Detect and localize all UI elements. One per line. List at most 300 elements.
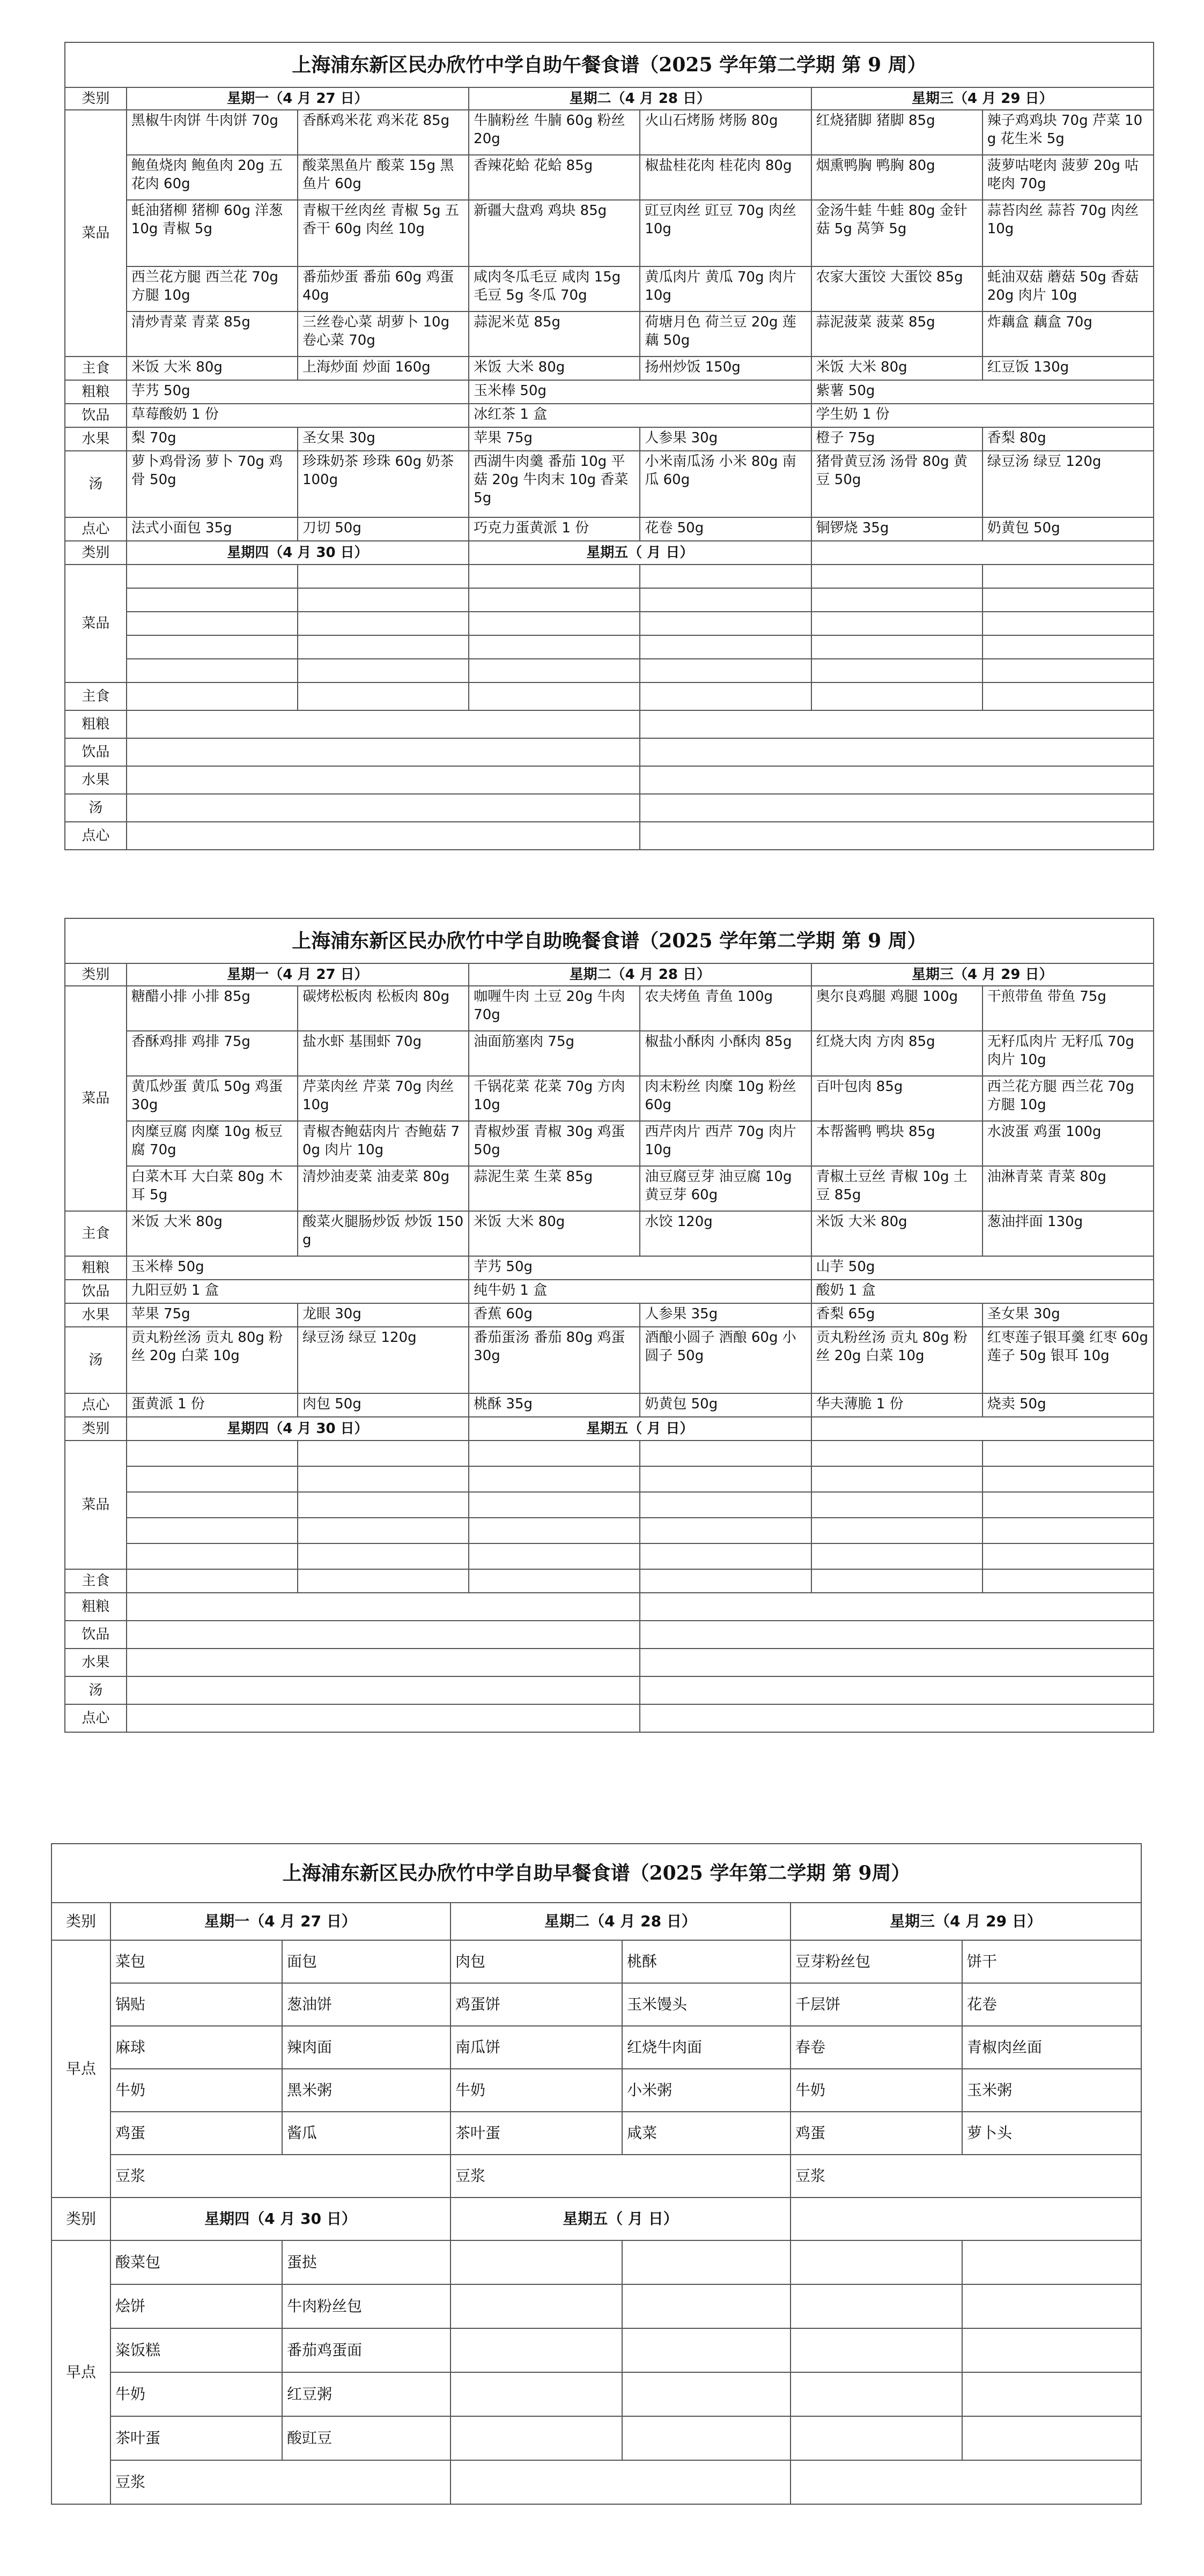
empty-cell [640, 1569, 811, 1593]
lunch-label-snack: 点心 [65, 517, 127, 541]
menu-cell: 清炒青菜 青菜 85g [127, 311, 298, 357]
menu-cell: 蒜泥米苋 85g [469, 311, 640, 357]
menu-cell: 麻球 [110, 2026, 282, 2069]
menu-cell: 山芋 50g [811, 1256, 1154, 1280]
empty-cell [298, 612, 469, 635]
empty-cell [298, 1492, 469, 1518]
empty-cell [127, 1492, 298, 1518]
menu-cell: 咖喱牛肉 土豆 20g 牛肉 70g [469, 986, 640, 1031]
lunch-day-thu: 星期四（4 月 30 日） [127, 541, 469, 565]
lunch-day-mon: 星期一（4 月 27 日） [127, 87, 469, 110]
empty-cell [640, 682, 811, 710]
empty-cell [962, 2240, 1141, 2284]
menu-cell: 肉包 50g [298, 1393, 469, 1417]
menu-cell: 黑椒牛肉饼 牛肉饼 70g [127, 110, 298, 155]
empty-cell [127, 1676, 640, 1704]
lunch-day-tue: 星期二（4 月 28 日） [469, 87, 811, 110]
empty-cell [298, 659, 469, 682]
empty-cell [127, 1649, 640, 1676]
lunch-label-soup: 汤 [65, 451, 127, 517]
empty-cell [469, 1466, 640, 1492]
menu-cell: 蚝油双菇 蘑菇 50g 香菇 20g 肉片 10g [983, 266, 1154, 311]
lunch-label-dishes: 菜品 [65, 110, 127, 357]
empty-cell [640, 1441, 811, 1466]
menu-cell: 盐水虾 基围虾 70g [298, 1031, 469, 1076]
empty-cell [640, 1466, 811, 1492]
menu-cell: 冰红茶 1 盒 [469, 404, 811, 427]
empty-cell [127, 1466, 298, 1492]
empty-cell [622, 2328, 791, 2372]
menu-cell: 西兰花方腿 西兰花 70g 方腿 10g [127, 266, 298, 311]
empty-cell [811, 1543, 983, 1569]
menu-cell: 豆芽粉丝包 [791, 1940, 962, 1983]
empty-cell [298, 588, 469, 612]
dinner-label-dishes: 菜品 [65, 986, 127, 1211]
empty-cell [811, 612, 983, 635]
menu-cell: 苹果 75g [127, 1303, 298, 1327]
empty-cell [811, 1441, 983, 1466]
breakfast-day-tue: 星期二（4 月 28 日） [450, 1903, 791, 1940]
lunch-label-coarse-2: 粗粮 [65, 710, 127, 738]
menu-cell: 烟熏鸭胸 鸭胸 80g [811, 155, 983, 200]
menu-cell: 千层饼 [791, 1983, 962, 2026]
empty-cell [640, 766, 1154, 794]
menu-cell: 春卷 [791, 2026, 962, 2069]
lunch-label-drink: 饮品 [65, 404, 127, 427]
menu-cell: 酸菜火腿肠炒饭 炒饭 150g [298, 1211, 469, 1256]
menu-cell: 鸡蛋 [110, 2112, 282, 2155]
empty-cell [640, 822, 1154, 850]
menu-cell: 烧卖 50g [983, 1393, 1154, 1417]
empty-cell [983, 1518, 1154, 1543]
empty-cell [469, 588, 640, 612]
menu-cell: 香梨 65g [811, 1303, 983, 1327]
menu-cell: 扬州炒饭 150g [640, 357, 811, 380]
menu-cell: 桃酥 [622, 1940, 791, 1983]
menu-cell: 牛奶 [450, 2069, 622, 2112]
dinner-day-thu: 星期四（4 月 30 日） [127, 1417, 469, 1441]
menu-cell: 豆浆 [791, 2155, 1141, 2198]
menu-cell: 橙子 75g [811, 427, 983, 451]
empty-cell [469, 1518, 640, 1543]
menu-cell: 九阳豆奶 1 盒 [127, 1280, 469, 1303]
dinner-label-staple-2: 主食 [65, 1569, 127, 1593]
empty-cell [127, 635, 298, 659]
empty-cell [127, 1518, 298, 1543]
empty-cell [640, 710, 1154, 738]
empty-cell [962, 2328, 1141, 2372]
breakfast-label: 早点 [51, 1940, 110, 2198]
menu-cell: 牛腩粉丝 牛腩 60g 粉丝 20g [469, 110, 640, 155]
empty-cell [469, 635, 640, 659]
menu-cell: 芋艿 50g [469, 1256, 811, 1280]
empty-cell [469, 682, 640, 710]
empty-cell [622, 2240, 791, 2284]
dinner-label-drink-2: 饮品 [65, 1621, 127, 1649]
empty-cell [450, 2284, 622, 2328]
empty-cell [127, 1593, 640, 1621]
menu-cell: 红烧牛肉面 [622, 2026, 791, 2069]
empty-cell [791, 2372, 962, 2416]
menu-cell: 巧克力蛋黄派 1 份 [469, 517, 640, 541]
menu-cell: 农家大蛋饺 大蛋饺 85g [811, 266, 983, 311]
breakfast-day-thu: 星期四（4 月 30 日） [110, 2198, 450, 2240]
menu-cell: 油淋青菜 青菜 80g [983, 1166, 1154, 1211]
menu-cell: 红烧猪脚 猪脚 85g [811, 110, 983, 155]
menu-cell: 蛋挞 [282, 2240, 450, 2284]
menu-cell: 牛奶 [791, 2069, 962, 2112]
menu-cell: 饼干 [962, 1940, 1141, 1983]
breakfast-cat-header-2: 类别 [51, 2198, 110, 2240]
menu-cell: 学生奶 1 份 [811, 404, 1154, 427]
empty-cell [298, 1518, 469, 1543]
empty-cell [640, 1704, 1154, 1732]
empty-cell [127, 682, 298, 710]
menu-cell: 人参果 35g [640, 1303, 811, 1327]
menu-cell: 芹菜肉丝 芹菜 70g 肉丝 10g [298, 1076, 469, 1121]
menu-cell: 油豆腐豆芽 油豆腐 10g 黄豆芽 60g [640, 1166, 811, 1211]
empty-cell [127, 794, 640, 822]
empty-cell [811, 1518, 983, 1543]
dinner-label-staple: 主食 [65, 1211, 127, 1256]
empty-cell [450, 2328, 622, 2372]
menu-cell: 南瓜饼 [450, 2026, 622, 2069]
menu-cell: 咸菜 [622, 2112, 791, 2155]
empty-cell [811, 659, 983, 682]
menu-cell: 炸藕盒 藕盒 70g [983, 311, 1154, 357]
menu-cell: 花卷 50g [640, 517, 811, 541]
empty-cell [622, 2372, 791, 2416]
menu-cell: 纯牛奶 1 盒 [469, 1280, 811, 1303]
menu-cell: 蒜泥生菜 生菜 85g [469, 1166, 640, 1211]
empty-cell [962, 2416, 1141, 2460]
menu-cell: 紫薯 50g [811, 380, 1154, 404]
dinner-label-drink: 饮品 [65, 1280, 127, 1303]
menu-cell: 酒酿小圆子 酒酿 60g 小圆子 50g [640, 1327, 811, 1393]
empty-cell [298, 682, 469, 710]
menu-cell: 水波蛋 鸡蛋 100g [983, 1121, 1154, 1166]
menu-cell: 百叶包肉 85g [811, 1076, 983, 1121]
menu-cell: 香酥鸡米花 鸡米花 85g [298, 110, 469, 155]
menu-cell: 萝卜头 [962, 2112, 1141, 2155]
empty-cell [983, 682, 1154, 710]
menu-cell: 西兰花方腿 西兰花 70g 方腿 10g [983, 1076, 1154, 1121]
menu-cell: 牛奶 [110, 2069, 282, 2112]
dinner-label-coarse-2: 粗粮 [65, 1593, 127, 1621]
menu-cell: 牛肉粉丝包 [282, 2284, 450, 2328]
lunch-label-fruit: 水果 [65, 427, 127, 451]
menu-cell: 肉糜豆腐 肉糜 10g 板豆腐 70g [127, 1121, 298, 1166]
empty-cell [298, 1569, 469, 1593]
dinner-cat-header-2: 类别 [65, 1417, 127, 1441]
empty-cell [127, 1543, 298, 1569]
breakfast-menu-sheet [51, 1843, 1141, 2505]
menu-cell: 米饭 大米 80g [127, 357, 298, 380]
menu-cell: 椒盐小酥肉 小酥肉 85g [640, 1031, 811, 1076]
menu-cell: 米饭 大米 80g [811, 357, 983, 380]
dinner-title: 上海浦东新区民办欣竹中学自助晚餐食谱（2025 学年第二学期 第 9 周） [65, 918, 1154, 963]
empty-cell [983, 612, 1154, 635]
empty-cell [791, 2198, 1141, 2240]
empty-cell [983, 1492, 1154, 1518]
menu-cell: 鸡蛋饼 [450, 1983, 622, 2026]
menu-cell: 茶叶蛋 [110, 2416, 282, 2460]
menu-cell: 铜锣烧 35g [811, 517, 983, 541]
menu-cell: 猪骨黄豆汤 汤骨 80g 黄豆 50g [811, 451, 983, 517]
dinner-label-dishes-2: 菜品 [65, 1441, 127, 1569]
empty-cell [791, 2284, 962, 2328]
menu-cell: 豆浆 [450, 2155, 791, 2198]
menu-cell: 黄瓜炒蛋 黄瓜 50g 鸡蛋 30g [127, 1076, 298, 1121]
menu-cell: 珍珠奶茶 珍珠 60g 奶茶 100g [298, 451, 469, 517]
menu-cell: 米饭 大米 80g [811, 1211, 983, 1256]
empty-cell [298, 565, 469, 588]
empty-cell [640, 588, 811, 612]
menu-cell: 花卷 [962, 1983, 1141, 2026]
menu-cell: 辣子鸡鸡块 70g 芹菜 10g 花生米 5g [983, 110, 1154, 155]
menu-cell: 锅贴 [110, 1983, 282, 2026]
menu-cell: 蚝油猪柳 猪柳 60g 洋葱 10g 青椒 5g [127, 200, 298, 266]
menu-cell: 干煎带鱼 带鱼 75g [983, 986, 1154, 1031]
menu-cell: 荷塘月色 荷兰豆 20g 莲藕 50g [640, 311, 811, 357]
menu-cell: 青椒干丝肉丝 青椒 5g 五香干 60g 肉丝 10g [298, 200, 469, 266]
menu-cell: 米饭 大米 80g [127, 1211, 298, 1256]
dinner-label-snack-2: 点心 [65, 1704, 127, 1732]
menu-cell: 贡丸粉丝汤 贡丸 80g 粉丝 20g 白菜 10g [811, 1327, 983, 1393]
empty-cell [127, 1621, 640, 1649]
lunch-cat-header-2: 类别 [65, 541, 127, 565]
empty-cell [791, 2240, 962, 2284]
menu-cell: 水饺 120g [640, 1211, 811, 1256]
empty-cell [640, 1649, 1154, 1676]
menu-cell: 绿豆汤 绿豆 120g [298, 1327, 469, 1393]
empty-cell [962, 2372, 1141, 2416]
menu-cell: 黄瓜肉片 黄瓜 70g 肉片 10g [640, 266, 811, 311]
menu-cell: 牛奶 [110, 2372, 282, 2416]
breakfast-day-fri: 星期五（ 月 日） [450, 2198, 791, 2240]
menu-cell: 法式小面包 35g [127, 517, 298, 541]
lunch-label-dishes-2: 菜品 [65, 565, 127, 682]
empty-cell [983, 635, 1154, 659]
menu-cell: 火山石烤肠 烤肠 80g [640, 110, 811, 155]
menu-cell: 辣肉面 [282, 2026, 450, 2069]
empty-cell [640, 1543, 811, 1569]
menu-cell: 青椒杏鲍菇肉片 杏鲍菇 70g 肉片 10g [298, 1121, 469, 1166]
empty-cell [811, 635, 983, 659]
menu-cell: 龙眼 30g [298, 1303, 469, 1327]
empty-cell [450, 2240, 622, 2284]
breakfast-day-wed: 星期三（4 月 29 日） [791, 1903, 1141, 1940]
empty-cell [469, 1569, 640, 1593]
menu-cell: 玉米棒 50g [127, 1256, 469, 1280]
empty-cell [450, 2460, 791, 2504]
empty-cell [469, 612, 640, 635]
menu-cell: 农夫烤鱼 青鱼 100g [640, 986, 811, 1031]
empty-cell [811, 1569, 983, 1593]
lunch-title: 上海浦东新区民办欣竹中学自助午餐食谱（2025 学年第二学期 第 9 周） [65, 42, 1154, 87]
empty-cell [298, 635, 469, 659]
dinner-label-fruit: 水果 [65, 1303, 127, 1327]
menu-cell: 酸菜黑鱼片 酸菜 15g 黑鱼片 60g [298, 155, 469, 200]
lunch-label-soup-2: 汤 [65, 794, 127, 822]
menu-cell: 三丝卷心菜 胡萝卜 10g 卷心菜 70g [298, 311, 469, 357]
lunch-day-fri: 星期五（ 月 日） [469, 541, 811, 565]
dinner-cat-header: 类别 [65, 963, 127, 986]
menu-cell: 面包 [282, 1940, 450, 1983]
empty-cell [127, 738, 640, 766]
menu-cell: 奶黄包 50g [640, 1393, 811, 1417]
empty-cell [298, 1466, 469, 1492]
menu-cell: 桃酥 35g [469, 1393, 640, 1417]
menu-cell: 碳烤松板肉 松板肉 80g [298, 986, 469, 1031]
menu-cell: 菠萝咕咾肉 菠萝 20g 咕咾肉 70g [983, 155, 1154, 200]
menu-cell: 糖醋小排 小排 85g [127, 986, 298, 1031]
menu-cell: 清炒油麦菜 油麦菜 80g [298, 1166, 469, 1211]
menu-cell: 西湖牛肉羹 番茄 10g 平菇 20g 牛肉末 10g 香菜 5g [469, 451, 640, 517]
menu-cell: 米饭 大米 80g [469, 1211, 640, 1256]
dinner-label-coarse: 粗粮 [65, 1256, 127, 1280]
empty-cell [127, 822, 640, 850]
menu-cell: 肉末粉丝 肉糜 10g 粉丝 60g [640, 1076, 811, 1121]
empty-cell [298, 1441, 469, 1466]
menu-cell: 青椒肉丝面 [962, 2026, 1141, 2069]
lunch-label-staple: 主食 [65, 357, 127, 380]
menu-cell: 香辣花蛤 花蛤 85g [469, 155, 640, 200]
menu-cell: 刀切 50g [298, 517, 469, 541]
empty-cell [640, 1621, 1154, 1649]
menu-cell: 苹果 75g [469, 427, 640, 451]
menu-cell: 红枣莲子银耳羹 红枣 60g 莲子 50g 银耳 10g [983, 1327, 1154, 1393]
menu-cell: 豆浆 [110, 2155, 450, 2198]
empty-cell [983, 588, 1154, 612]
menu-cell: 红烧大肉 方肉 85g [811, 1031, 983, 1076]
empty-cell [127, 1704, 640, 1732]
menu-cell: 本帮酱鸭 鸭块 85g [811, 1121, 983, 1166]
empty-cell [622, 2284, 791, 2328]
menu-cell: 千锅花菜 花菜 70g 方肉 10g [469, 1076, 640, 1121]
menu-cell: 黑米粥 [282, 2069, 450, 2112]
empty-cell [640, 1676, 1154, 1704]
menu-cell: 酸奶 1 盒 [811, 1280, 1154, 1303]
menu-cell: 咸肉冬瓜毛豆 咸肉 15g 毛豆 5g 冬瓜 70g [469, 266, 640, 311]
empty-cell [127, 588, 298, 612]
empty-cell [811, 1466, 983, 1492]
empty-cell [640, 565, 811, 588]
menu-cell: 无籽瓜肉片 无籽瓜 70g 肉片 10g [983, 1031, 1154, 1076]
empty-cell [791, 2460, 1141, 2504]
dinner-day-wed: 星期三（4 月 29 日） [811, 963, 1154, 986]
empty-cell [450, 2416, 622, 2460]
empty-cell [298, 1543, 469, 1569]
menu-cell: 葱油拌面 130g [983, 1211, 1154, 1256]
empty-cell [127, 710, 640, 738]
empty-cell [622, 2416, 791, 2460]
menu-cell: 香蕉 60g [469, 1303, 640, 1327]
menu-cell: 肉包 [450, 1940, 622, 1983]
empty-cell [127, 565, 298, 588]
empty-cell [811, 682, 983, 710]
empty-cell [640, 1518, 811, 1543]
menu-cell: 奥尔良鸡腿 鸡腿 100g [811, 986, 983, 1031]
menu-cell: 金汤牛蛙 牛蛙 80g 金针菇 5g 莴笋 5g [811, 200, 983, 266]
menu-cell: 西芹肉片 西芹 70g 肉片 10g [640, 1121, 811, 1166]
dinner-day-mon: 星期一（4 月 27 日） [127, 963, 469, 986]
empty-cell [811, 588, 983, 612]
empty-cell [640, 659, 811, 682]
menu-cell: 玉米馒头 [622, 1983, 791, 2026]
menu-cell: 蛋黄派 1 份 [127, 1393, 298, 1417]
dinner-day-fri: 星期五（ 月 日） [469, 1417, 811, 1441]
menu-cell: 酱瓜 [282, 2112, 450, 2155]
menu-cell: 玉米粥 [962, 2069, 1141, 2112]
menu-cell: 绿豆汤 绿豆 120g [983, 451, 1154, 517]
breakfast-cat-header: 类别 [51, 1903, 110, 1940]
menu-cell: 玉米棒 50g [469, 380, 811, 404]
menu-cell: 蒜苔肉丝 蒜苔 70g 肉丝 10g [983, 200, 1154, 266]
menu-cell: 青椒土豆丝 青椒 10g 土豆 85g [811, 1166, 983, 1211]
menu-cell: 菜包 [110, 1940, 282, 1983]
lunch-day-wed: 星期三（4 月 29 日） [811, 87, 1154, 110]
menu-cell: 鲍鱼烧肉 鲍鱼肉 20g 五花肉 60g [127, 155, 298, 200]
breakfast-title: 上海浦东新区民办欣竹中学自助早餐食谱（2025 学年第二学期 第 9周） [51, 1844, 1141, 1903]
menu-cell: 红豆饭 130g [983, 357, 1154, 380]
empty-cell [127, 612, 298, 635]
menu-cell: 蒜泥菠菜 菠菜 85g [811, 311, 983, 357]
menu-cell: 香梨 80g [983, 427, 1154, 451]
menu-cell: 番茄鸡蛋面 [282, 2328, 450, 2372]
lunch-cat-header: 类别 [65, 87, 127, 110]
empty-cell [983, 1543, 1154, 1569]
dinner-label-soup-2: 汤 [65, 1676, 127, 1704]
menu-cell: 油面筋塞肉 75g [469, 1031, 640, 1076]
empty-cell [983, 1569, 1154, 1593]
empty-cell [469, 1492, 640, 1518]
empty-cell [983, 1441, 1154, 1466]
dinner-label-snack: 点心 [65, 1393, 127, 1417]
empty-cell [469, 1543, 640, 1569]
empty-cell [640, 1492, 811, 1518]
lunch-label-staple-2: 主食 [65, 682, 127, 710]
menu-cell: 奶黄包 50g [983, 517, 1154, 541]
empty-cell [983, 565, 1154, 588]
lunch-label-drink-2: 饮品 [65, 738, 127, 766]
menu-cell: 上海炒面 炒面 160g [298, 357, 469, 380]
menu-cell: 华夫薄脆 1 份 [811, 1393, 983, 1417]
empty-cell [983, 1466, 1154, 1492]
menu-cell: 茶叶蛋 [450, 2112, 622, 2155]
dinner-label-fruit-2: 水果 [65, 1649, 127, 1676]
menu-cell: 烩饼 [110, 2284, 282, 2328]
menu-cell: 萝卜鸡骨汤 萝卜 70g 鸡骨 50g [127, 451, 298, 517]
menu-cell: 小米粥 [622, 2069, 791, 2112]
menu-cell: 白菜木耳 大白菜 80g 木耳 5g [127, 1166, 298, 1211]
empty-cell [983, 659, 1154, 682]
menu-cell: 梨 70g [127, 427, 298, 451]
empty-cell [811, 565, 983, 588]
lunch-label-fruit-2: 水果 [65, 766, 127, 794]
menu-cell: 酸菜包 [110, 2240, 282, 2284]
menu-cell: 酸豇豆 [282, 2416, 450, 2460]
empty-cell [450, 2372, 622, 2416]
menu-cell: 香酥鸡排 鸡排 75g [127, 1031, 298, 1076]
empty-cell [791, 2416, 962, 2460]
empty-cell [469, 565, 640, 588]
empty-cell [469, 1441, 640, 1466]
empty-cell [127, 766, 640, 794]
menu-cell: 圣女果 30g [298, 427, 469, 451]
menu-cell: 圣女果 30g [983, 1303, 1154, 1327]
menu-cell: 椒盐桂花肉 桂花肉 80g [640, 155, 811, 200]
